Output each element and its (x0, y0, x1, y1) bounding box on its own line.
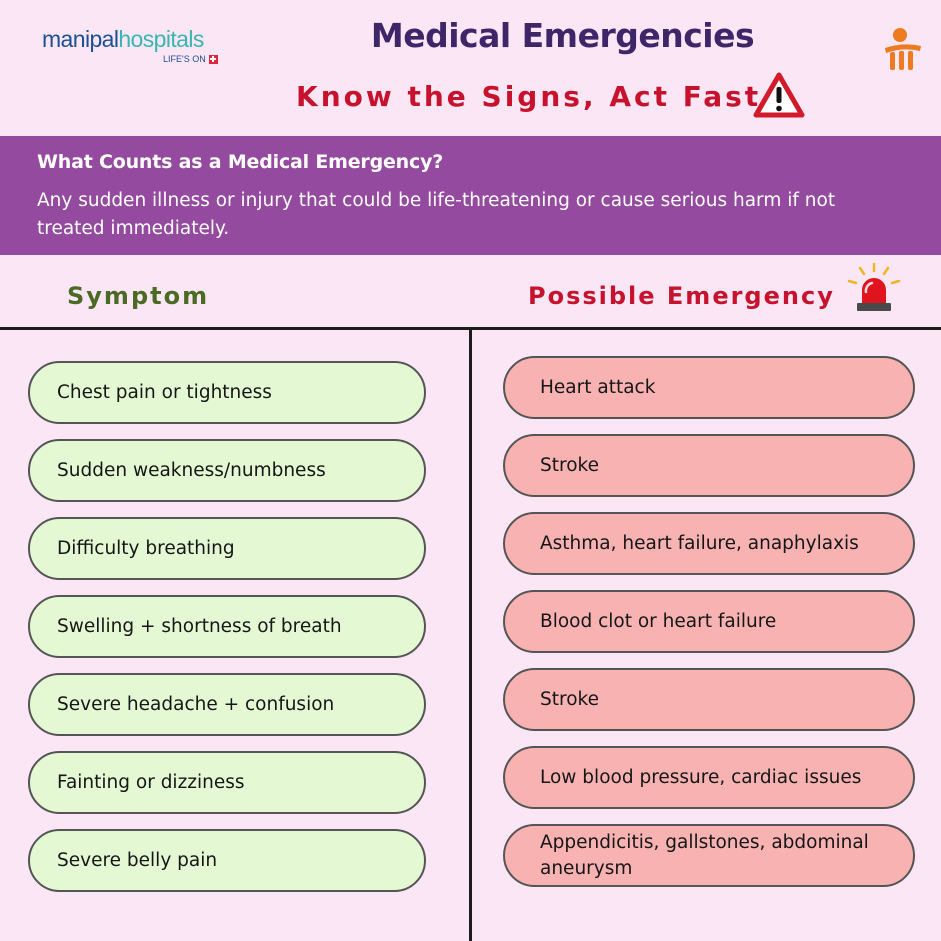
symptom-pill: Swelling + shortness of breath (28, 595, 426, 658)
logo-wordmark: manipalhospitals (42, 26, 204, 52)
banner-heading: What Counts as a Medical Emergency? (37, 151, 444, 173)
banner-text: Any sudden illness or injury that could be life-threatening or cause serious harm if not treated immediately. (37, 190, 836, 239)
emergency-pill: Asthma, heart failure, anaphylaxis (503, 512, 915, 575)
symptom-pill: Chest pain or tightness (28, 361, 426, 424)
column-divider (469, 328, 472, 941)
emergency-pill: Stroke (503, 434, 915, 497)
symptom-column-header: Symptom (67, 282, 210, 310)
emergency-pill: Appendicitis, gallstones, abdominal aneurysm (503, 824, 915, 887)
page-subtitle: Know the Signs, Act Fast (296, 80, 762, 113)
symptom-pill: Difficulty breathing (28, 517, 426, 580)
emergency-pill: Blood clot or heart failure (503, 590, 915, 653)
symptom-pill: Sudden weakness/numbness (28, 439, 426, 502)
warning-triangle-icon (753, 72, 805, 118)
manipal-figure-icon (882, 26, 924, 74)
siren-icon (845, 262, 903, 316)
definition-banner (0, 136, 941, 255)
emergency-pill: Heart attack (503, 356, 915, 419)
manipal-hospitals-logo (42, 26, 206, 64)
medical-cross-icon (209, 55, 218, 64)
symptom-pill: Severe headache + confusion (28, 673, 426, 736)
symptom-pill: Severe belly pain (28, 829, 426, 892)
symptom-pill: Fainting or dizziness (28, 751, 426, 814)
emergency-pill: Low blood pressure, cardiac issues (503, 746, 915, 809)
emergency-pill: Stroke (503, 668, 915, 731)
page-title: Medical Emergencies (370, 16, 755, 55)
emergency-column-header: Possible Emergency (528, 282, 835, 310)
logo-tagline: LIFE'S ON (163, 54, 218, 64)
